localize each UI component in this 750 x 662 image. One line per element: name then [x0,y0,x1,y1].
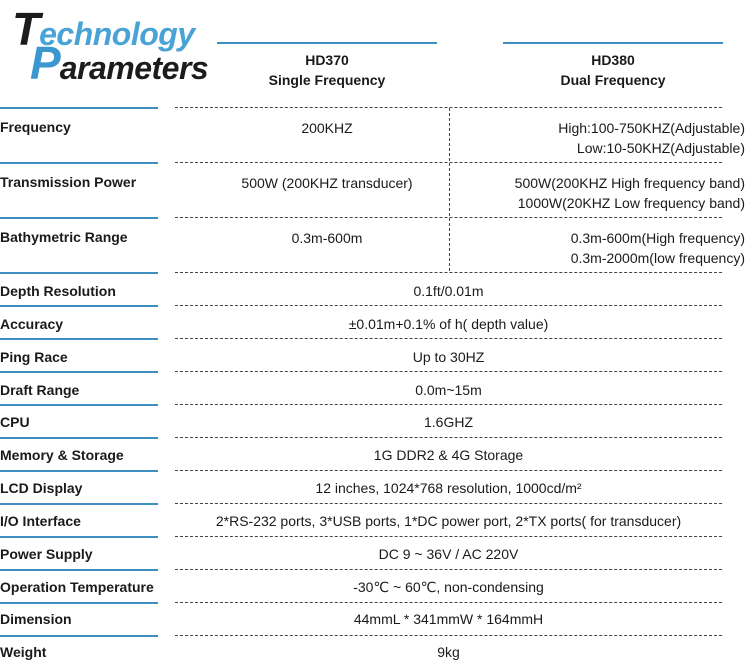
hd380-value [455,173,745,213]
value-line: 0.3m-600m [291,230,363,246]
column-header-bar [503,42,723,44]
row-dashed-rule [175,371,722,372]
hd380-value [455,118,745,158]
row-separator-bar [0,404,158,406]
row-label: Power Supply [0,546,93,562]
row-label: Depth Resolution [0,283,116,299]
column-header-hd380 [503,42,723,90]
row-dashed-rule [175,635,722,636]
hd380-value [455,228,745,268]
title-line-parameters: Parameters [30,37,209,89]
column-subtitle: Dual Frequency [560,72,666,88]
title-line-technology: Technology [12,3,195,55]
row-value: DC 9 ~ 36V / AC 220V [378,546,519,562]
row-label: Dimension [0,611,72,627]
value-line: High:100-750KHZ(Adjustable) [558,120,745,136]
value-line: Low:10-50KHZ(Adjustable) [576,140,745,156]
hd370-value [217,228,437,248]
row-dashed-rule [175,404,722,405]
row-label: Bathymetric Range [0,229,128,245]
value-line: 500W (200KHZ transducer) [241,175,413,191]
row-value: 0.1ft/0.01m [413,283,484,299]
row-dashed-rule [175,338,722,339]
row-separator-bar [0,635,158,637]
value-line: 1000W(20KHZ Low frequency band) [517,195,745,211]
row-value: 1.6GHZ [423,414,473,430]
row-label: I/O Interface [0,513,81,529]
row-dashed-rule [175,272,722,273]
row-label: Frequency [0,119,71,135]
value-line: 0.3m-2000m(low frequency) [570,250,745,266]
row-separator-bar [0,602,158,604]
row-separator-bar [0,272,158,274]
value-line: 200KHZ [301,120,353,136]
hd370-value [217,173,437,193]
column-subtitle: Single Frequency [268,72,386,88]
row-value: ±0.01m+0.1% of h( depth value) [348,316,549,332]
column-divider [449,108,450,271]
row-separator-bar [0,536,158,538]
column-header-hd370 [217,42,437,90]
hd370-value [217,118,437,138]
row-separator-bar [0,437,158,439]
row-label: Ping Race [0,349,68,365]
row-dashed-rule [175,437,722,438]
row-separator-bar [0,503,158,505]
row-separator-bar [0,470,158,472]
row-value: 2*RS-232 ports, 3*USB ports, 1*DC power port, 2*TX ports( for transducer) [215,513,682,529]
row-separator-bar [0,371,158,373]
row-dashed-rule [175,602,722,603]
row-value: 1G DDR2 & 4G Storage [373,447,524,463]
row-label: Accuracy [0,316,64,332]
row-separator-bar [0,569,158,571]
row-value: 0.0m~15m [415,382,482,398]
value-line: 500W(200KHZ High frequency band) [514,175,745,191]
column-model: HD380 [591,52,635,68]
row-dashed-rule [175,536,722,537]
row-separator-bar [0,162,158,164]
column-model: HD370 [305,52,349,68]
row-label: Memory & Storage [0,447,124,463]
value-line: 0.3m-600m(High frequency) [570,230,745,246]
row-dashed-rule [175,569,722,570]
row-separator-bar [0,107,158,109]
column-header-bar [217,42,437,44]
row-label: CPU [0,414,30,430]
row-dashed-rule [175,305,722,306]
row-value: 44mmL * 341mmW * 164mmH [353,611,544,627]
row-separator-bar [0,305,158,307]
row-value: -30℃ ~ 60℃, non-condensing [353,579,544,595]
row-value: 9kg [437,644,460,660]
row-separator-bar [0,338,158,340]
row-label: Transmission Power [0,174,137,190]
row-dashed-rule [175,470,722,471]
row-label: Draft Range [0,382,80,398]
row-value: Up to 30HZ [412,349,485,365]
row-label: Operation Temperature [0,579,154,595]
page-title [8,3,209,89]
row-dashed-rule [175,503,722,504]
row-value: 12 inches, 1024*768 resolution, 1000cd/m² [315,480,582,496]
row-separator-bar [0,217,158,219]
row-label: Weight [0,644,47,660]
row-label: LCD Display [0,480,83,496]
